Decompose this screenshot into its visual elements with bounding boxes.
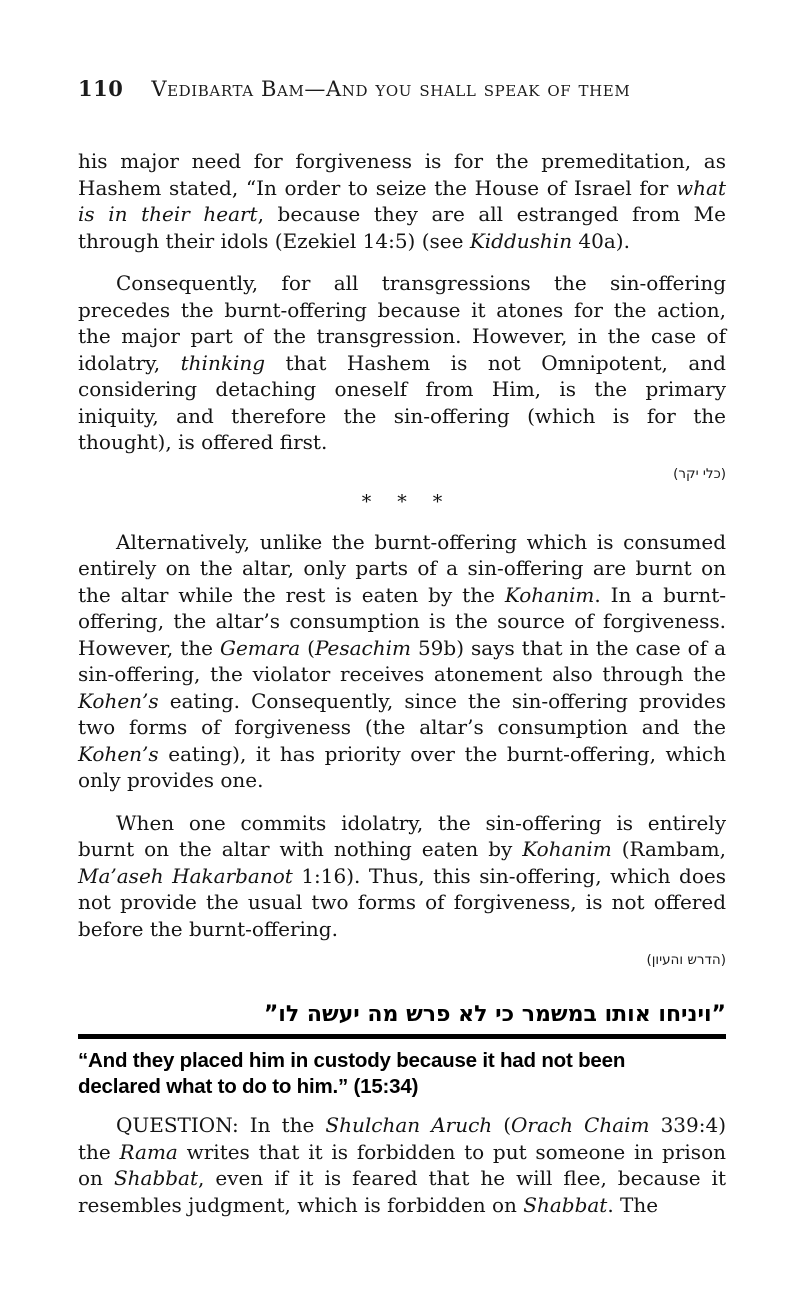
text-run: . In a burnt-offering, the altar’s consumption is the source of forgiveness. However, the	[78, 582, 726, 660]
text-run: (	[300, 635, 315, 660]
heading-divider-rule	[78, 1034, 726, 1039]
text-run: Kiddushin	[469, 228, 573, 253]
verse-translation: “And they placed him in custody because it had not been declared what to do to him.” (15:34)	[78, 1049, 626, 1098]
text-run: (	[492, 1113, 512, 1137]
section-separator: * * *	[361, 490, 443, 513]
text-run: Alternatively, unlike the burnt-offering which is consumed entirely on the altar, only parts of a sin-offering are burnt on the altar while the rest is eaten by the	[78, 529, 726, 607]
running-header	[78, 76, 726, 102]
text-run: 59b) says that in the case of a sin-offering, the violator receives atonement also through the	[78, 635, 727, 686]
text-run: thinking	[180, 350, 266, 375]
text-run: Orach Chaim	[511, 1113, 650, 1137]
paragraph-continuation	[78, 148, 726, 254]
text-run: Ma’aseh Hakarbanot	[78, 863, 293, 888]
text-run: Pesachim	[314, 635, 411, 660]
text-run: Kohanim	[522, 837, 612, 861]
text-run: his major need for forgiveness is for the premeditation, as Hashem stated, “In order to seize the House of Israel for	[78, 149, 726, 200]
text-run: , even if it is feared that he will flee, because it resembles judgment, which is forbidden on	[78, 1166, 726, 1217]
attribution-row	[78, 949, 726, 968]
text-run: Kohen’s	[78, 688, 159, 713]
text-run: QUESTION: In the	[116, 1113, 326, 1137]
text-run: Shabbat	[113, 1166, 199, 1190]
text-run: 339:4) the	[78, 1113, 727, 1164]
text-run: Kohen’s	[78, 741, 159, 766]
paragraph-consequently	[78, 270, 726, 456]
text-run: what is in their heart	[78, 175, 726, 226]
paragraph-when-one-commits	[78, 810, 726, 943]
running-title: Vedibarta Bam—And you shall speak of them	[151, 77, 631, 101]
text-run: , because they are all estranged from Me through their idols (Ezekiel 14:5) (see	[78, 202, 726, 253]
hebrew-verse-heading: ”ויניחו אותו במשמר כי לא פרש מה יעשה לו”	[263, 1002, 726, 1027]
text-run: 40a).	[572, 228, 630, 253]
text-run: Shulchan Aruch	[325, 1113, 493, 1137]
text-run: Gemara	[219, 635, 301, 660]
text-run: Kohanim	[504, 582, 595, 607]
text-run: 1:16). Thus, this sin-offering, which does not provide the usual two forms of forgiveness, is not offered before the burnt-offering.	[78, 863, 726, 941]
text-run: writes that it is forbidden to put someone in prison on	[78, 1139, 726, 1190]
text-run: . The	[607, 1192, 659, 1217]
paragraph-alternatively	[78, 529, 726, 794]
paragraph-question	[78, 1112, 726, 1218]
text-run: eating. Consequently, since the sin-offering provides two forms of forgiveness (the altar’s consumption and the	[78, 688, 726, 739]
attribution-kli-yakar: (כלי יקר)	[673, 465, 726, 482]
text-run: Rama	[119, 1139, 178, 1164]
attribution-hadrash-vehaiyun: (הדרש והעיון)	[646, 952, 726, 968]
text-run: (Rambam,	[611, 837, 726, 861]
attribution-row	[78, 463, 726, 482]
text-run: When one commits idolatry, the sin-offering is entirely burnt on the altar with nothing eaten by	[78, 810, 726, 861]
text-run: Consequently, for all transgressions the sin-offering precedes the burnt-offering because it atones for the action, the major part of the transgression. However, in the case of idolatry,	[78, 271, 726, 375]
text-run: eating), it has priority over the burnt-offering, which only provides one.	[78, 741, 726, 792]
page-number: 110	[78, 76, 124, 101]
text-run: that Hashem is not Omnipotent, and considering detaching oneself from Him, is the primary iniquity, and therefore the sin-offering (which is for the thought), is offered first.	[78, 350, 726, 454]
text-run: Shabbat	[523, 1192, 608, 1217]
